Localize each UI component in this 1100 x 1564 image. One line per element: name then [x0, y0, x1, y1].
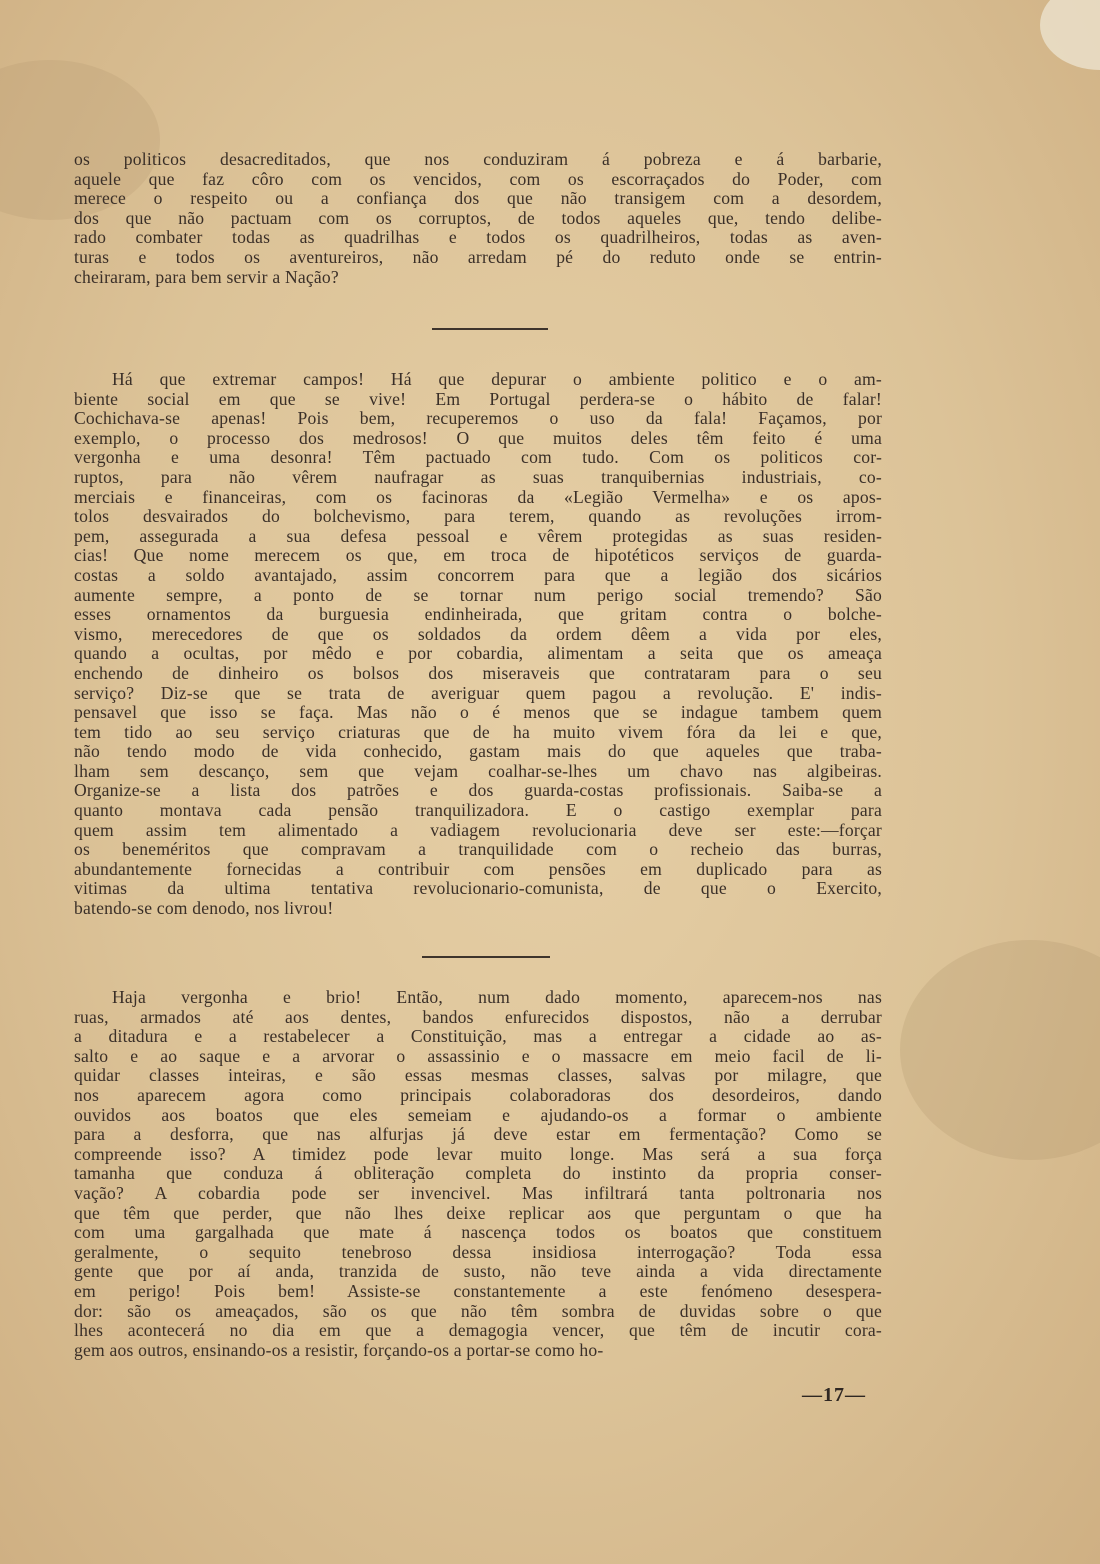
- paragraph-3: [74, 988, 882, 1360]
- text-line: turas e todos os aventureiros, não arredam pé do reduto onde se entrin-: [74, 246, 882, 267]
- text-line: quando a ocultas, por mêdo e por cobardia, alimentam a seita que os ameaça: [74, 643, 882, 664]
- text-line: Haja vergonha e brio! Então, num dado momento, aparecem-nos nas: [112, 987, 882, 1007]
- text-line: lhes acontecerá no dia em que a demagogia vencer, que têm de incutir cora-: [74, 1320, 882, 1341]
- text-line: os politicos desacreditados, que nos conduziram á pobreza e á barbarie,: [74, 149, 882, 169]
- text-line: pem, assegurada a sua defesa pessoal e vêrem protegidas as suas residen-: [74, 525, 882, 546]
- text-line: os beneméritos que compravam a tranquilidade com o recheio das burras,: [74, 839, 882, 860]
- text-line: em perigo! Pois bem! Assiste-se constantemente a este fenómeno desespera-: [74, 1280, 882, 1301]
- text-line: geralmente, o sequito tenebroso dessa insidiosa interrogação? Toda essa: [74, 1241, 882, 1262]
- text-line: compreende isso? A timidez pode levar muito longe. Mas será a sua força: [74, 1143, 882, 1164]
- text-line: vação? A cobardia pode ser invencivel. Mas infiltrará tanta poltronaria nos: [74, 1182, 882, 1203]
- text-line: tem tido ao seu serviço criaturas que de ha muito vivem fóra da lei e que,: [74, 721, 882, 742]
- text-line: gem aos outros, ensinando-os a resistir, forçando-os a portar-se como ho-: [74, 1339, 604, 1360]
- text-line: ouvidos aos boatos que eles semeiam e ajudando-os a formar o ambiente: [74, 1104, 882, 1125]
- text-line: enchendo de dinheiro os bolsos dos miseraveis que contrataram para o seu: [74, 662, 882, 683]
- text-line: exemplo, o processo dos medrosos! O que muitos deles têm feito é uma: [74, 427, 882, 448]
- text-line: biente social em que se vive! Em Portugal perdera-se o hábito de falar!: [74, 388, 882, 409]
- text-line: gente que por aí anda, tranzida de susto, não teve ainda a vida directamente: [74, 1261, 882, 1282]
- paper-stain: [900, 940, 1100, 1160]
- paragraph-1: [74, 150, 882, 287]
- text-line: Há que extremar campos! Há que depurar o ambiente politico e o am-: [112, 369, 882, 389]
- text-line: vitimas da ultima tentativa revolucionario-comunista, de que o Exercito,: [74, 878, 882, 899]
- paper-worn-corner: [1040, 0, 1100, 70]
- page-number-value: 17: [823, 1384, 845, 1406]
- page-number-suffix: —: [845, 1384, 866, 1406]
- text-line: que têm que perder, que não lhes deixe replicar aos que perguntam o que ha: [74, 1202, 882, 1223]
- text-line: rado combater todas as quadrilhas e todos os quadrilheiros, todas as aven-: [74, 227, 882, 248]
- text-line: costas a soldo avantajado, assim concorrem para que a legião dos sicários: [74, 564, 882, 585]
- text-line: dor: são os ameaçados, são os que não têm sombra de duvidas sobre o que: [74, 1300, 882, 1321]
- text-line: aquele que faz côro com os vencidos, com os escorraçados do Poder, com: [74, 168, 882, 189]
- text-line: quidar classes inteiras, e são essas mesmas classes, salvas por milagre, que: [74, 1065, 882, 1086]
- text-line: quem assim tem alimentado a vadiagem revolucionaria deve ser este:—forçar: [74, 819, 882, 840]
- text-line: vergonha e uma desonra! Têm pactuado com tudo. Com os politicos cor-: [74, 447, 882, 468]
- page-number-prefix: —: [802, 1384, 823, 1406]
- text-line: merece o respeito ou a confiança dos que não transigem com a desordem,: [74, 188, 882, 209]
- text-line: aumente sempre, a ponto de se tornar num perigo social tremendo? São: [74, 584, 882, 605]
- text-line: Cochichava-se apenas! Pois bem, recuperemos o uso da fala! Façamos, por: [74, 408, 882, 429]
- text-line: abundantemente fornecidas a contribuir com pensões em duplicado para as: [74, 858, 882, 879]
- page-number: [802, 1384, 866, 1407]
- text-line: com uma gargalhada que mate á nascença todos os boatos que constituem: [74, 1222, 882, 1243]
- text-line: serviço? Diz-se que se trata de averiguar quem pagou a revolução. E' indis-: [74, 682, 882, 703]
- text-line: ruptos, para não vêrem naufragar as suas tranquibernias industriais, co-: [74, 466, 882, 487]
- text-line: tolos desvairados do bolchevismo, para terem, quando as revoluções irrom-: [74, 506, 882, 527]
- text-line: pensavel que isso se faça. Mas não o é menos que se indague tambem quem: [74, 702, 882, 723]
- text-line: batendo-se com denodo, nos livrou!: [74, 898, 334, 919]
- text-line: a ditadura e a restabelecer a Constituição, mas a entregar a cidade ao as-: [74, 1026, 882, 1047]
- text-line: merciais e financeiras, com os facinoras da «Legião Vermelha» e os apos-: [74, 486, 882, 507]
- text-line: lham sem descanço, sem que vejam coalhar-se-lhes um chavo nas algibeiras.: [74, 760, 882, 781]
- text-line: não tendo modo de vida conhecido, gastam mais do que aqueles que traba-: [74, 741, 882, 762]
- text-line: para a desforra, que nas alfurjas já deve estar em fermentação? Como se: [74, 1124, 882, 1145]
- text-line: salto e ao saque e a arvorar o assassinio e o massacre em meio facil de li-: [74, 1045, 882, 1066]
- section-divider-1: [432, 328, 548, 330]
- section-divider-2: [422, 956, 550, 958]
- text-line: dos que não pactuam com os corruptos, de todos aqueles que, tendo delibe-: [74, 207, 882, 228]
- text-line: tamanha que conduza á obliteração completa do instinto da propria conser-: [74, 1163, 882, 1184]
- text-line: ruas, armados até aos dentes, bandos enfurecidos dispostos, não a derrubar: [74, 1006, 882, 1027]
- text-line: nos aparecem agora como principais colaboradoras dos desordeiros, dando: [74, 1084, 882, 1105]
- paragraph-2: [74, 370, 882, 919]
- text-line: quanto montava cada pensão tranquilizadora. E o castigo exemplar para: [74, 800, 882, 821]
- text-line: Organize-se a lista dos patrões e dos guarda-costas profissionais. Saiba-se a: [74, 780, 882, 801]
- text-line: cias! Que nome merecem os que, em troca de hipotéticos serviços de guarda-: [74, 545, 882, 566]
- text-line: esses ornamentos da burguesia endinheirada, que gritam contra o bolche-: [74, 604, 882, 625]
- text-line: cheiraram, para bem servir a Nação?: [74, 266, 339, 287]
- text-line: vismo, merecedores de que os soldados da ordem dêem a vida por eles,: [74, 623, 882, 644]
